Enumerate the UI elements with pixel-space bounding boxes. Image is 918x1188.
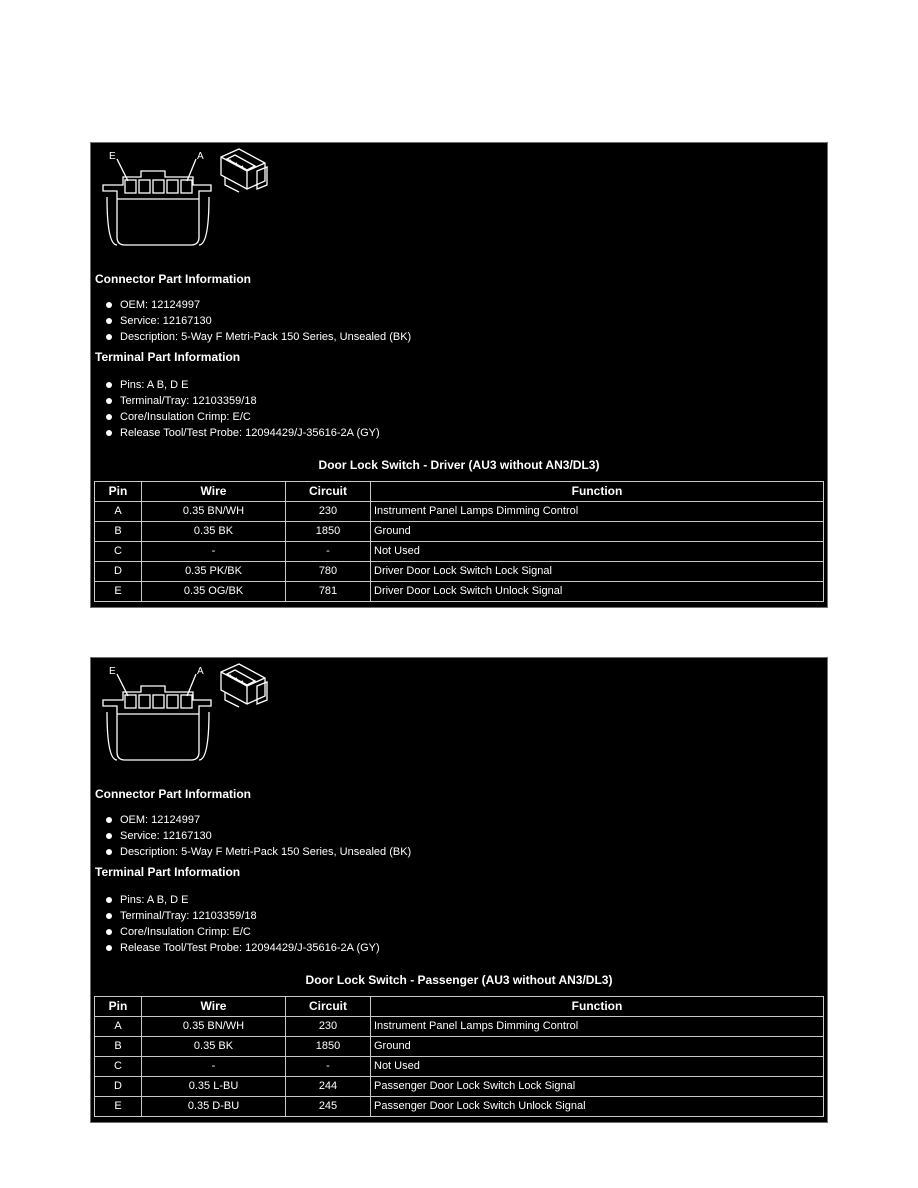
cell-function: Passenger Door Lock Switch Lock Signal <box>371 1077 824 1097</box>
column-header-circuit: Circuit <box>286 482 371 502</box>
list-item: Service: 12167130 <box>103 828 411 844</box>
connector-info-list <box>103 297 411 345</box>
pin-label-right: A <box>197 666 204 677</box>
cell-circuit: 1850 <box>286 522 371 542</box>
pin-label-right: A <box>197 151 204 162</box>
connector-panel-passenger <box>90 657 828 1123</box>
connector-info-list <box>103 812 411 860</box>
column-header-function: Function <box>371 997 824 1017</box>
list-item: Terminal/Tray: 12103359/18 <box>103 908 380 924</box>
list-item: Release Tool/Test Probe: 12094429/J-35616-2A (GY) <box>103 940 380 956</box>
cell-circuit: 781 <box>286 582 371 602</box>
cell-pin: B <box>95 522 142 542</box>
list-item: Service: 12167130 <box>103 313 411 329</box>
cell-wire: 0.35 BN/WH <box>142 502 286 522</box>
cell-function: Passenger Door Lock Switch Unlock Signal <box>371 1097 824 1117</box>
table-row <box>95 522 824 542</box>
list-item: Pins: A B, D E <box>103 377 380 393</box>
pin-table <box>94 481 824 602</box>
column-header-circuit: Circuit <box>286 997 371 1017</box>
terminal-info-list <box>103 892 380 956</box>
connector-info-heading: Connector Part Information <box>95 272 252 286</box>
cell-wire: 0.35 BK <box>142 522 286 542</box>
table-row <box>95 1097 824 1117</box>
cell-function: Ground <box>371 1037 824 1057</box>
table-row <box>95 562 824 582</box>
list-item: Terminal/Tray: 12103359/18 <box>103 393 380 409</box>
cell-wire: 0.35 PK/BK <box>142 562 286 582</box>
column-header-pin: Pin <box>95 482 142 502</box>
table-header-row <box>95 482 824 502</box>
connector-diagram <box>99 147 279 257</box>
cell-pin: E <box>95 582 142 602</box>
terminal-info-list <box>103 377 380 441</box>
cell-wire: - <box>142 542 286 562</box>
cell-wire: 0.35 BN/WH <box>142 1017 286 1037</box>
cell-pin: D <box>95 562 142 582</box>
cell-wire: 0.35 OG/BK <box>142 582 286 602</box>
cell-pin: D <box>95 1077 142 1097</box>
cell-circuit: 780 <box>286 562 371 582</box>
table-row <box>95 502 824 522</box>
list-item: Pins: A B, D E <box>103 892 380 908</box>
table-title: Door Lock Switch - Driver (AU3 without AN3/DL3) <box>318 458 600 472</box>
table-header-row <box>95 997 824 1017</box>
cell-circuit: 1850 <box>286 1037 371 1057</box>
connector-diagram <box>99 662 279 772</box>
table-row <box>95 542 824 562</box>
list-item: Core/Insulation Crimp: E/C <box>103 409 380 425</box>
table-row <box>95 1077 824 1097</box>
cell-function: Driver Door Lock Switch Unlock Signal <box>371 582 824 602</box>
column-header-pin: Pin <box>95 997 142 1017</box>
cell-pin: C <box>95 1057 142 1077</box>
cell-pin: E <box>95 1097 142 1117</box>
cell-pin: A <box>95 1017 142 1037</box>
cell-pin: A <box>95 502 142 522</box>
cell-function: Not Used <box>371 542 824 562</box>
list-item: Description: 5-Way F Metri-Pack 150 Series, Unsealed (BK) <box>103 844 411 860</box>
cell-wire: - <box>142 1057 286 1077</box>
list-item: OEM: 12124997 <box>103 297 411 313</box>
table-row <box>95 1037 824 1057</box>
list-item: Description: 5-Way F Metri-Pack 150 Series, Unsealed (BK) <box>103 329 411 345</box>
terminal-info-heading: Terminal Part Information <box>95 350 241 364</box>
connector-panel-driver <box>90 142 828 608</box>
pin-table <box>94 996 824 1117</box>
cell-wire: 0.35 L-BU <box>142 1077 286 1097</box>
list-item: Core/Insulation Crimp: E/C <box>103 924 380 940</box>
pin-label-left: E <box>109 151 116 162</box>
cell-pin: C <box>95 542 142 562</box>
cell-circuit: 230 <box>286 1017 371 1037</box>
table-row <box>95 1057 824 1077</box>
cell-circuit: - <box>286 1057 371 1077</box>
connector-info-heading: Connector Part Information <box>95 787 252 801</box>
table-row <box>95 582 824 602</box>
cell-function: Driver Door Lock Switch Lock Signal <box>371 562 824 582</box>
list-item: OEM: 12124997 <box>103 812 411 828</box>
column-header-wire: Wire <box>142 997 286 1017</box>
terminal-info-heading: Terminal Part Information <box>95 865 241 879</box>
cell-circuit: 230 <box>286 502 371 522</box>
list-item: Release Tool/Test Probe: 12094429/J-35616-2A (GY) <box>103 425 380 441</box>
column-header-wire: Wire <box>142 482 286 502</box>
cell-circuit: - <box>286 542 371 562</box>
cell-circuit: 244 <box>286 1077 371 1097</box>
column-header-function: Function <box>371 482 824 502</box>
cell-wire: 0.35 D-BU <box>142 1097 286 1117</box>
table-title: Door Lock Switch - Passenger (AU3 without AN3/DL3) <box>305 973 613 987</box>
cell-circuit: 245 <box>286 1097 371 1117</box>
cell-function: Not Used <box>371 1057 824 1077</box>
cell-function: Ground <box>371 522 824 542</box>
table-row <box>95 1017 824 1037</box>
cell-function: Instrument Panel Lamps Dimming Control <box>371 502 824 522</box>
pin-label-left: E <box>109 666 116 677</box>
cell-pin: B <box>95 1037 142 1057</box>
cell-function: Instrument Panel Lamps Dimming Control <box>371 1017 824 1037</box>
cell-wire: 0.35 BK <box>142 1037 286 1057</box>
